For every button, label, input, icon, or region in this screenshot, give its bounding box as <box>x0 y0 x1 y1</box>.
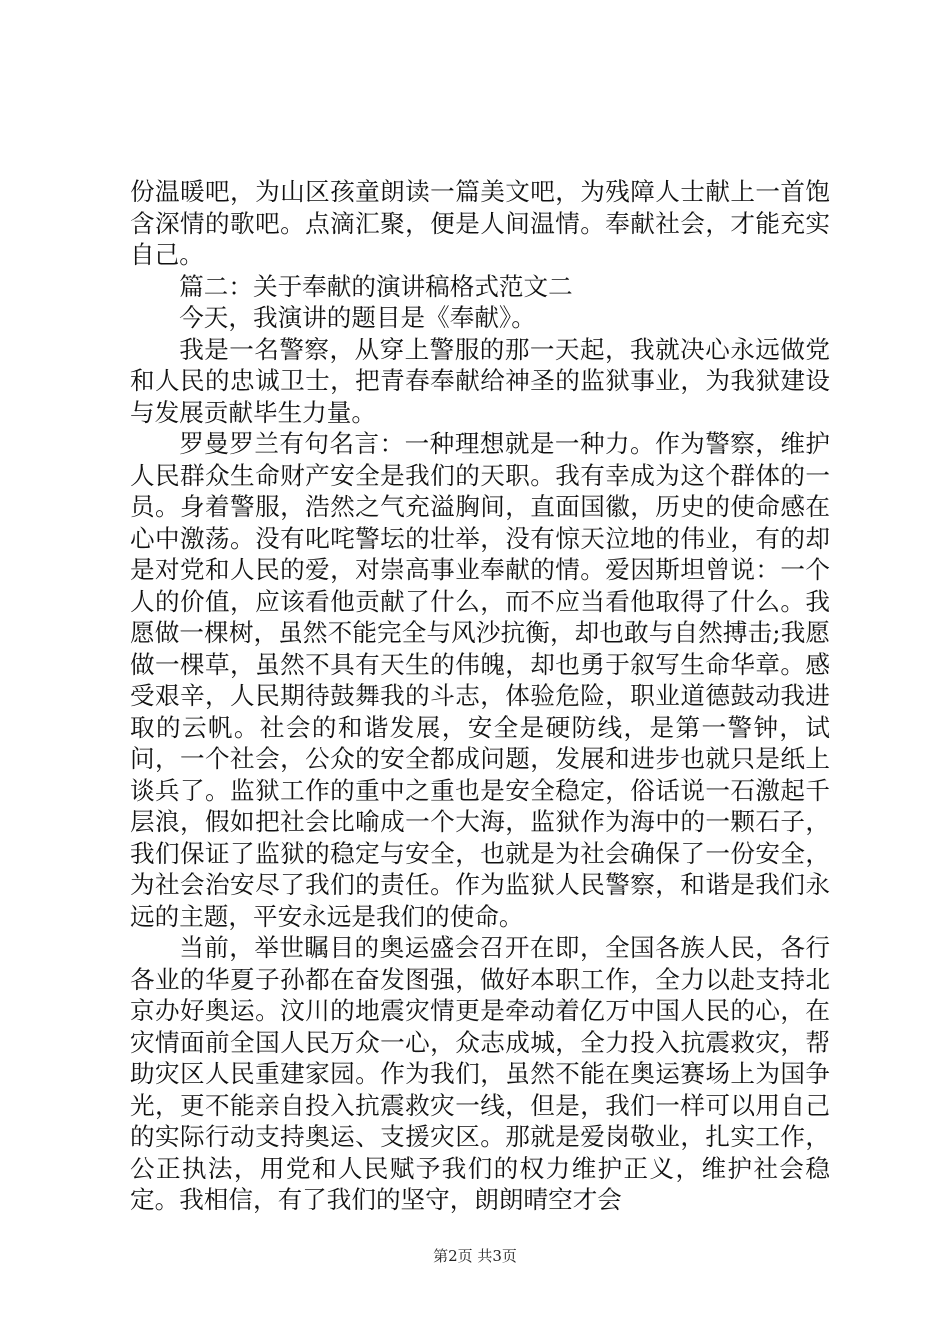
paragraph: 我是一名警察，从穿上警服的那一天起，我就决心永远做党和人民的忠诚卫士，把青春奉献给神圣的监狱事业，为我狱建设与发展贡献毕生力量。 <box>130 334 830 427</box>
paragraph: 当前，举世瞩目的奥运盛会召开在即，全国各族人民，各行各业的华夏子孙都在奋发图强，做好本职工作，全力以赴支持北京办好奥运。汶川的地震灾情更是牵动着亿万中国人民的心，在灾情面前全国人民万众一心，众志成城，全力投入抗震救灾，帮助灾区人民重建家园。作为我们，虽然不能在奥运赛场上为国争光，更不能亲自投入抗震救灾一线，但是，我们一样可以用自己的实际行动支持奥运、支援灾区。那就是爱岗敬业，扎实工作，公正执法，用党和人民赋予我们的权力维护正义，维护社会稳定。我相信，有了我们的坚守，朗朗晴空才会 <box>130 933 830 1214</box>
document-body <box>130 176 830 1216</box>
section-heading: 篇二：关于奉献的演讲稿格式范文二 <box>179 271 573 301</box>
paragraph: 罗曼罗兰有句名言：一种理想就是一种力。作为警察，维护人民群众生命财产安全是我们的天职。我有幸成为这个群体的一员。身着警服，浩然之气充溢胸间，直面国徽，历史的使命感在心中激荡。没有叱咤警坛的壮举，没有惊天泣地的伟业，有的却是对党和人民的爱，对崇高事业奉献的情。爱因斯坦曾说：一个人的价值，应该看他贡献了什么，而不应当看他取得了什么。我愿做一棵树，虽然不能完全与风沙抗衡，却也敢与自然搏击;我愿做一棵草，虽然不具有天生的伟魄，却也勇于叙写生命华章。感受艰辛，人民期待鼓舞我的斗志，体验危险，职业道德鼓动我进取的云帆。社会的和谐发展，安全是硬防线，是第一警钟，试问，一个社会，公众的安全都成问题，发展和进步也就只是纸上谈兵了。监狱工作的重中之重也是安全稳定，俗话说一石激起千层浪，假如把社会比喻成一个大海，监狱作为海中的一颗石子，我们保证了监狱的稳定与安全，也就是为社会确保了一份安全，为社会治安尽了我们的责任。作为监狱人民警察，和谐是我们永远的主题，平安永远是我们的使命。 <box>130 429 830 931</box>
paragraph-intro: 今天，我演讲的题目是《奉献》。 <box>179 303 536 332</box>
page-number-footer: 第2页 共3页 <box>433 1247 517 1265</box>
paragraph-continuation: 份温暖吧，为山区孩童朗读一篇美文吧，为残障人士献上一首饱含深情的歌吧。点滴汇聚，便是人间温情。奉献社会，才能充实自己。 <box>130 177 830 269</box>
